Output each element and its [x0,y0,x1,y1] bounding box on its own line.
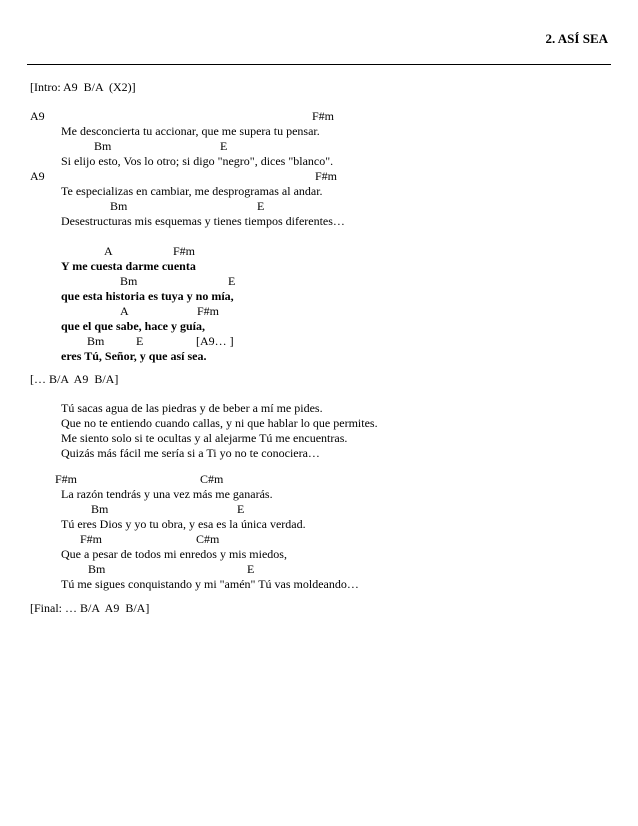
chord: F#m [173,244,196,258]
lyric-line: Tú eres Dios y yo tu obra, y esa es la única verdad. [61,517,306,531]
chord: E [247,562,255,576]
chord: [A9… ] [196,334,234,348]
chord: A9 [30,109,45,123]
lyric-line: Que no te entiendo cuando callas, y ni que hablar lo que permites. [61,416,378,430]
chord: C#m [196,532,220,546]
chord: F#m [315,169,338,183]
chord: A9 [30,169,45,183]
chorus-line: que el que sabe, hace y guía, [61,319,206,333]
chord: E [136,334,144,348]
lyric-line: Me siento solo si te ocultas y al alejarme Tú me encuentras. [61,431,348,445]
lyric-line: Que a pesar de todos mi enredos y mis miedos, [61,547,287,561]
chord: E [220,139,228,153]
chord: A [120,304,129,318]
lyric-line: Me desconcierta tu accionar, que me supera tu pensar. [61,124,320,138]
chorus-line: eres Tú, Señor, y que así sea. [61,349,207,363]
chord: C#m [200,472,224,486]
chord: Bm [91,502,109,516]
lyric-line: La razón tendrás y una vez más me ganarás. [61,487,273,501]
header-rule [27,64,611,65]
chord: Bm [94,139,112,153]
chord: Bm [120,274,138,288]
chord: A [104,244,113,258]
chord: Bm [87,334,105,348]
lyric-line: Tú me sigues conquistando y mi "amén" Tú vas moldeando… [61,577,359,591]
chorus-line: Y me cuesta darme cuenta [61,259,196,273]
chord: E [237,502,245,516]
chord: Bm [110,199,128,213]
chord: F#m [312,109,335,123]
chord: Bm [88,562,106,576]
chord: F#m [80,532,103,546]
chorus-line: que esta historia es tuya y no mía, [61,289,234,303]
chord: E [257,199,265,213]
song-title: 2. ASÍ SEA [545,31,608,46]
chord: F#m [55,472,78,486]
chord: E [228,274,236,288]
lyric-line: Si elijo esto, Vos lo otro; si digo "negro", dices "blanco". [61,154,334,168]
lyric-line: Te especializas en cambiar, me desprogramas al andar. [61,184,323,198]
final-line: [Final: … B/A A9 B/A] [30,601,150,615]
lyric-line: Quizás más fácil me sería si a Ti yo no te conociera… [61,446,320,460]
chord: F#m [197,304,220,318]
interlude-line: [… B/A A9 B/A] [30,372,119,386]
intro-line: [Intro: A9 B/A (X2)] [30,80,136,94]
lyric-line: Tú sacas agua de las piedras y de beber a mí me pides. [61,401,323,415]
lyric-line: Desestructuras mis esquemas y tienes tiempos diferentes… [61,214,345,228]
